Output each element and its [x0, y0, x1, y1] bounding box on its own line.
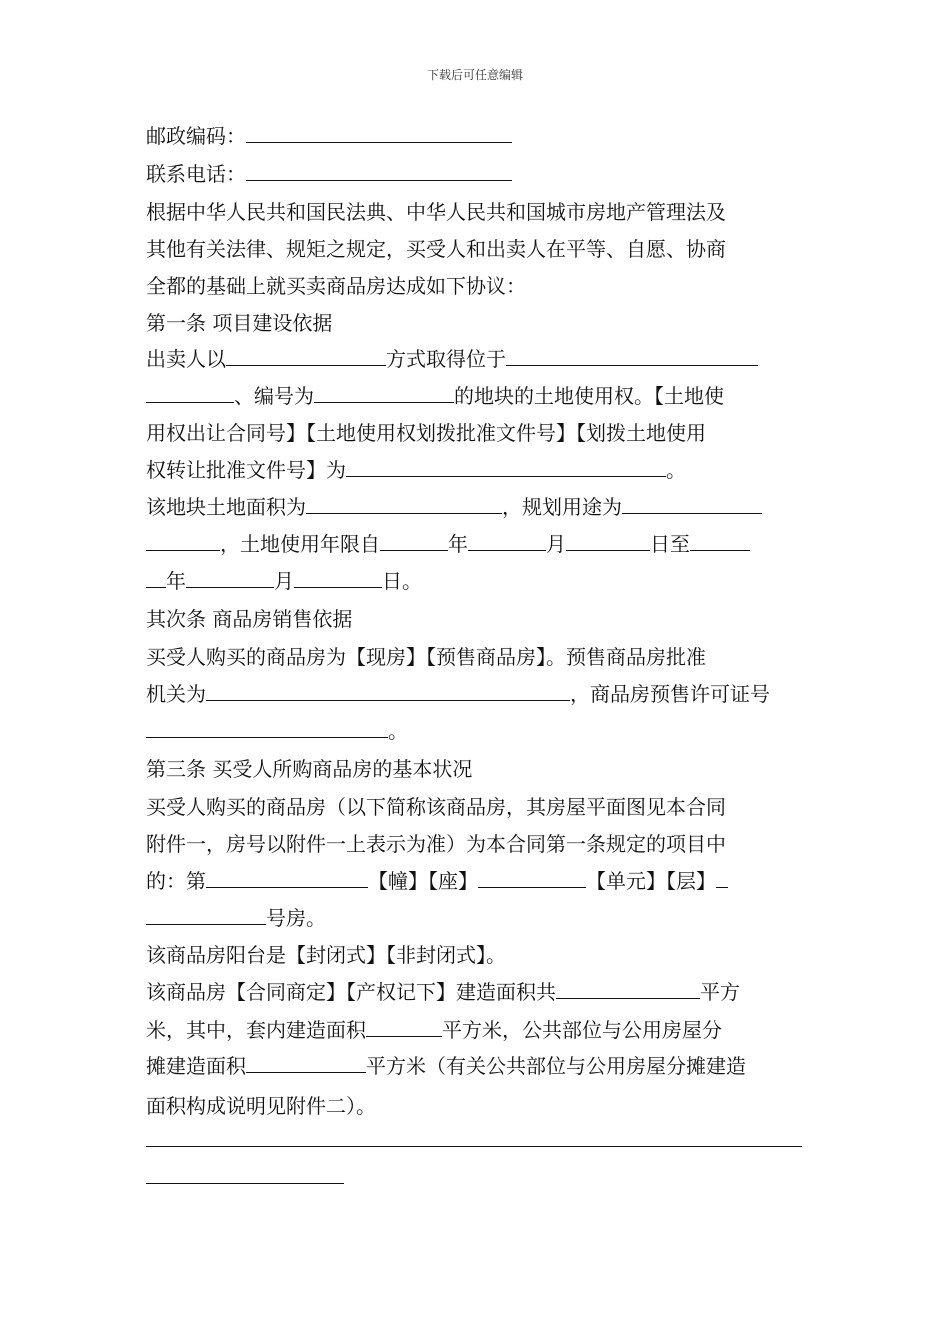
text-segment: 出卖人以 — [146, 347, 226, 371]
fill-blank — [186, 569, 274, 588]
phone-line — [146, 162, 512, 186]
paragraph-line: 该商品房阳台是【封闭式】【非封闭式】。 — [146, 943, 506, 967]
text-segment: 权转让批准文件号】为 — [146, 458, 346, 482]
text-segment: 米，其中，套内建造面积 — [146, 1018, 366, 1042]
fill-blank — [146, 906, 266, 925]
blank-rule — [146, 1183, 344, 1184]
text-segment: ，土地使用年限自 — [220, 532, 380, 556]
paragraph-line: 用权出让合同号】【土地使用权划拨批准文件号】【划拨土地使用 — [146, 421, 706, 445]
phone-label: 联系电话： — [146, 162, 246, 186]
fill-blank — [478, 869, 586, 888]
text-segment: 的：第 — [146, 869, 206, 893]
fill-blank — [380, 532, 448, 551]
page-header-note: 下载后可任意编辑 — [426, 68, 523, 82]
paragraph-line — [146, 980, 740, 1004]
article-1-heading: 第一条 项目建设依据 — [146, 311, 333, 335]
fill-blank — [246, 1054, 366, 1073]
paragraph-line: 买受人购买的商品房（以下简称该商品房，其房屋平面图见本合同 — [146, 795, 726, 819]
text-segment: 摊建造面积 — [146, 1054, 246, 1078]
paragraph-line: 根据中华人民共和国民法典、中华人民共和国城市房地产管理法及 — [146, 200, 726, 224]
paragraph-line — [146, 532, 750, 556]
fill-blank — [566, 532, 650, 551]
fill-blank — [146, 569, 166, 588]
text-segment: 平方米（有关公共部位与公用房屋分摊建造 — [366, 1054, 746, 1078]
paragraph-line — [146, 1018, 722, 1042]
fill-blank — [206, 869, 368, 888]
paragraph-line — [146, 906, 326, 930]
text-segment: 的地块的土地使用权。【土地使 — [454, 384, 724, 408]
paragraph-line — [146, 1054, 746, 1078]
text-segment: 日。 — [382, 569, 422, 593]
text-segment: 该地块土地面积为 — [146, 495, 306, 519]
text-segment: 。 — [388, 719, 408, 743]
fill-blank — [506, 347, 758, 366]
fill-blank — [366, 1018, 442, 1037]
postal-code-blank — [246, 124, 512, 143]
paragraph-line: 买受人购买的商品房为【现房】【预售商品房】。预售商品房批准 — [146, 645, 706, 669]
fill-blank — [226, 347, 386, 366]
article-2-heading: 其次条 商品房销售依据 — [146, 607, 353, 631]
fill-blank — [146, 384, 234, 403]
text-segment: 平方米，公共部位与公用房屋分 — [442, 1018, 722, 1042]
paragraph-line — [146, 347, 758, 371]
text-segment: 机关为 — [146, 682, 206, 706]
fill-blank — [314, 384, 454, 403]
paragraph-line — [146, 569, 422, 593]
paragraph-line — [146, 384, 724, 408]
fill-blank — [716, 869, 728, 888]
fill-blank — [468, 532, 546, 551]
text-segment: 年 — [448, 532, 468, 556]
text-segment: 平方 — [700, 980, 740, 1004]
paragraph-line: 附件一，房号以附件一上表示为准）为本合同第一条规定的项目中 — [146, 832, 726, 856]
phone-blank — [246, 162, 512, 181]
text-segment: 月 — [274, 569, 294, 593]
fill-blank — [306, 495, 502, 514]
text-segment: 、编号为 — [234, 384, 314, 408]
paragraph-line — [146, 682, 770, 706]
paragraph-line: 全都的基础上就买卖商品房达成如下协议： — [146, 274, 526, 298]
text-segment: 日至 — [650, 532, 690, 556]
postal-code-label: 邮政编码： — [146, 124, 246, 148]
paragraph-line — [146, 869, 728, 893]
fill-blank — [294, 569, 382, 588]
text-segment: ，规划用途为 — [502, 495, 622, 519]
fill-blank — [146, 719, 388, 738]
fill-blank — [690, 532, 750, 551]
text-segment: 【幢】【座】 — [368, 869, 478, 893]
text-segment: 年 — [166, 569, 186, 593]
fill-blank — [206, 682, 570, 701]
blank-rule — [146, 1146, 802, 1147]
paragraph-line — [146, 458, 686, 482]
paragraph-line: 面积构成说明见附件二）。 — [146, 1094, 376, 1118]
text-segment: 【单元】【层】 — [586, 869, 716, 893]
fill-blank — [346, 458, 666, 477]
article-3-heading: 第三条 买受人所购商品房的基本状况 — [146, 757, 473, 781]
paragraph-line — [146, 719, 408, 743]
fill-blank — [146, 532, 220, 551]
text-segment: ，商品房预售许可证号 — [570, 682, 770, 706]
text-segment: 月 — [546, 532, 566, 556]
text-segment: 方式取得位于 — [386, 347, 506, 371]
text-segment: 该商品房【合同商定】【产权记下】建造面积共 — [146, 980, 556, 1004]
postal-code-line — [146, 124, 512, 148]
paragraph-line — [146, 495, 762, 519]
fill-blank — [556, 980, 700, 999]
text-segment: 号房。 — [266, 906, 326, 930]
paragraph-line: 其他有关法律、规矩之规定，买受人和出卖人在平等、自愿、协商 — [146, 237, 726, 261]
text-segment: 。 — [666, 458, 686, 482]
fill-blank — [622, 495, 762, 514]
